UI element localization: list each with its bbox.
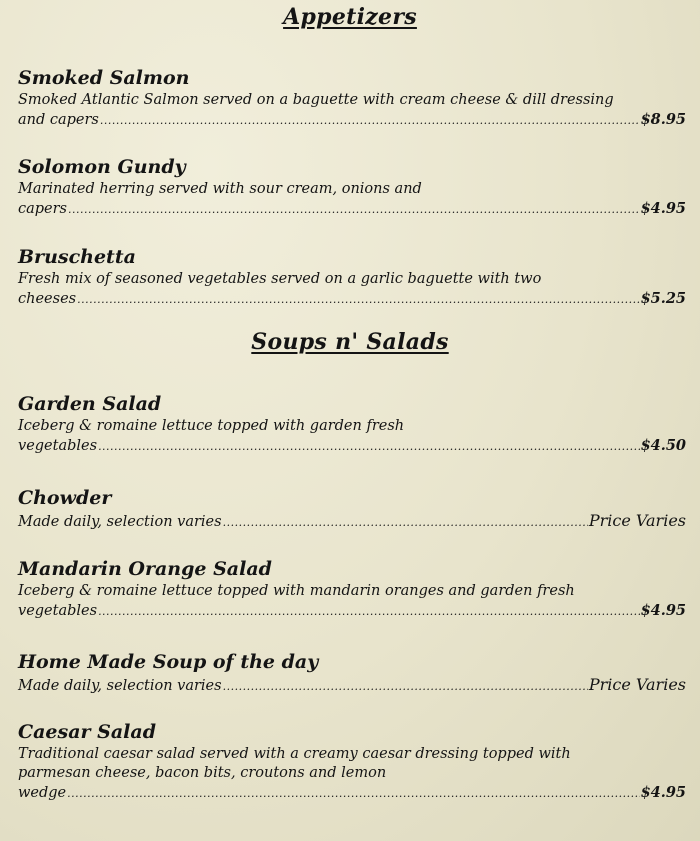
item-price: $4.95	[640, 784, 686, 801]
dot-leader	[223, 513, 588, 532]
item-price: $4.95	[640, 200, 686, 217]
item-name: Garden Salad	[18, 393, 162, 415]
item-description: Iceberg & romaine lettuce topped with garden fresh vegetables ..... $4.50	[18, 417, 686, 456]
menu-item-smoked-salmon	[18, 66, 686, 130]
item-price: $5.25	[640, 290, 686, 307]
section-title-soups-salads: Soups n' Salads	[251, 329, 449, 355]
menu-item-bruschetta	[18, 245, 686, 309]
item-name: Caesar Salad	[18, 721, 157, 743]
dot-leader	[100, 111, 640, 130]
menu-item-chowder	[18, 486, 686, 532]
dot-leader	[68, 200, 640, 219]
item-name: Mandarin Orange Salad	[18, 558, 272, 580]
dot-leader	[67, 784, 639, 803]
dot-leader	[98, 602, 640, 621]
menu-item-caesar-salad	[18, 720, 686, 803]
item-name: Home Made Soup of the day	[18, 651, 319, 673]
item-description: Fresh mix of seasoned vegetables served on a garlic baguette with two cheeses ..... $5.25	[18, 270, 686, 309]
item-price: $4.95	[640, 602, 686, 619]
menu-item-solomon-gundy	[18, 155, 686, 219]
dot-leader	[223, 677, 588, 696]
item-name: Smoked Salmon	[18, 67, 190, 89]
item-description: Smoked Atlantic Salmon served on a baguette with cream cheese & dill dressing and capers ..... $8.95	[18, 91, 686, 130]
item-description: Marinated herring served with sour cream, onions and capers ..... $4.95	[18, 180, 686, 219]
menu-item-mandarin-orange-salad	[18, 557, 686, 621]
section-title-appetizers: Appetizers	[283, 4, 417, 30]
item-name: Bruschetta	[18, 246, 136, 268]
item-description: Iceberg & romaine lettuce topped with mandarin oranges and garden fresh vegetables ..... $4.95	[18, 582, 686, 621]
item-price: $4.50	[640, 437, 686, 454]
item-description: Traditional caesar salad served with a creamy caesar dressing topped with parmesan cheese, bacon bits, croutons and lemon wedge ..... $4.95	[18, 745, 686, 803]
item-description: Made daily, selection varies ..... Price Varies	[18, 675, 686, 696]
dot-leader	[98, 437, 640, 456]
item-name: Chowder	[18, 487, 112, 509]
item-name: Solomon Gundy	[18, 156, 186, 178]
item-price: Price Varies	[588, 675, 686, 694]
item-price: $8.95	[640, 111, 686, 128]
dot-leader	[77, 290, 640, 309]
item-description: Made daily, selection varies ..... Price Varies	[18, 511, 686, 532]
menu-item-garden-salad	[18, 392, 686, 456]
item-price: Price Varies	[588, 511, 686, 530]
menu-item-home-made-soup	[18, 650, 686, 696]
